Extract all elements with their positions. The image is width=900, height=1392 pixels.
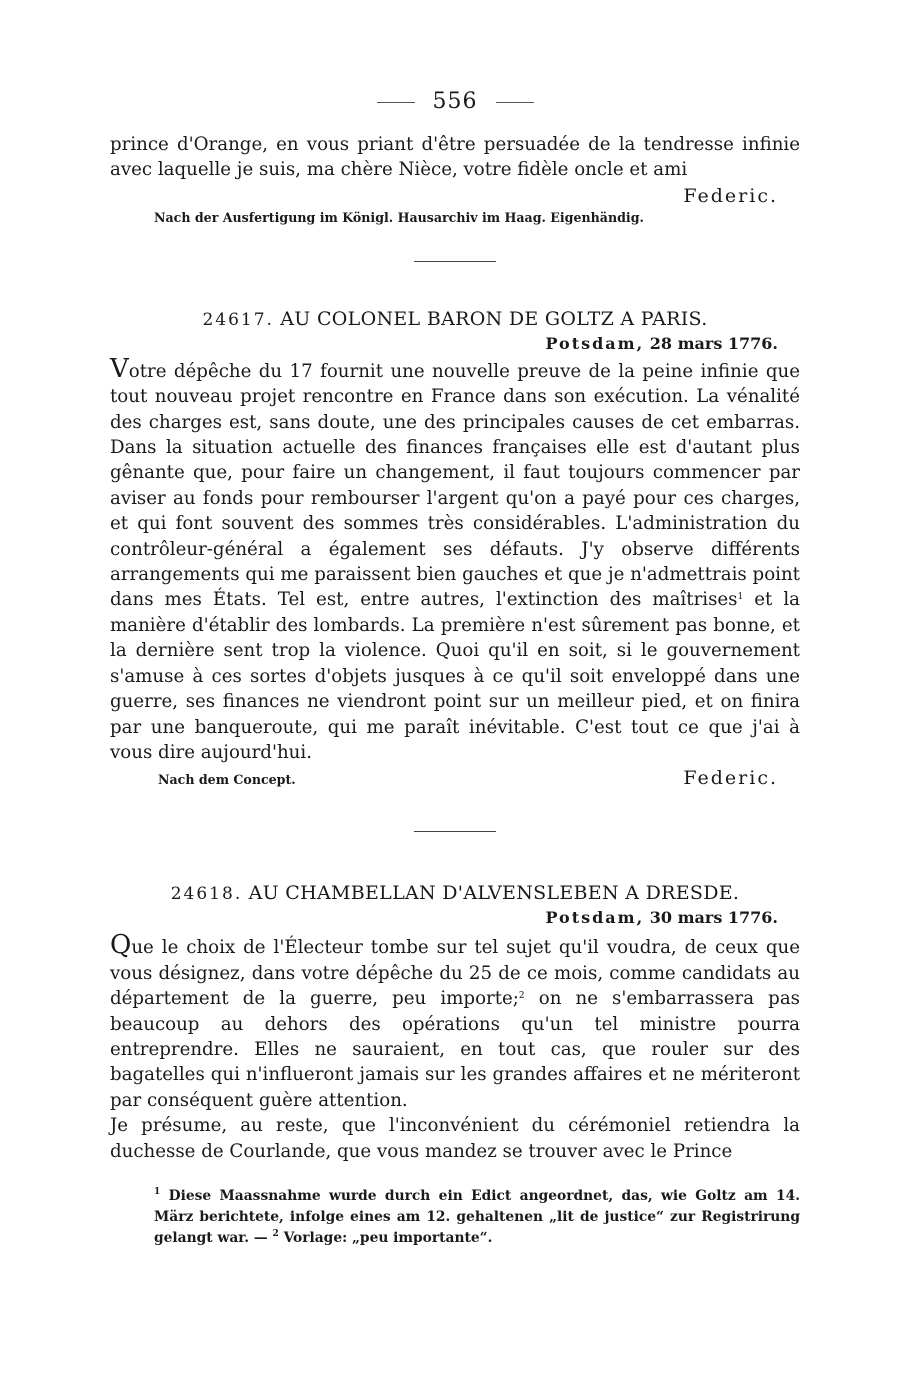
letter-number: 24617. bbox=[202, 309, 274, 330]
page-number: 556 bbox=[432, 89, 478, 114]
letter-date: 28 mars 1776. bbox=[649, 333, 778, 353]
carryover-signature: Federic. bbox=[683, 184, 778, 207]
drop-cap: V bbox=[110, 353, 129, 384]
letter-dateline bbox=[110, 333, 778, 355]
letter-date: 30 mars 1776. bbox=[649, 908, 778, 928]
letter-place: Potsdam, bbox=[545, 333, 645, 353]
drop-cap: Q bbox=[110, 930, 132, 961]
header-rule-left bbox=[377, 102, 415, 103]
letter-source-note: Nach dem Concept. bbox=[158, 772, 296, 788]
footnote-text: Diese Maassnahme wurde durch ein Edict angeordnet, das, wie Goltz am 14. März berichtete, infolge eines am 12. gehaltenen „lit de justice“ zur Registrirung gelangt war. — bbox=[154, 1187, 800, 1246]
section-divider bbox=[414, 831, 496, 832]
footnote-marker: 1 bbox=[154, 1186, 161, 1197]
footnotes bbox=[110, 1186, 800, 1249]
letter-signature: Federic. bbox=[683, 767, 778, 790]
header-rule-right bbox=[496, 102, 534, 103]
letter-place: Potsdam, bbox=[545, 908, 645, 928]
letter-body bbox=[110, 353, 800, 766]
letter-addressee: AU CHAMBELLAN D'ALVENSLEBEN A DRESDE. bbox=[248, 882, 740, 905]
letter-heading bbox=[110, 306, 800, 333]
page-header bbox=[110, 88, 800, 118]
footnote-marker: 2 bbox=[272, 1228, 279, 1239]
letter-dateline bbox=[110, 907, 778, 929]
paragraph-text: otre dépêche du 17 fournit une nouvelle preuve de la peine infinie que tout nouveau projet rencontre en France dans son exécution. La vénalité des charges est, sans doute, une des principales causes de cet embarras. Dans la situation actuelle des finances françaises elle est d'autant plus gênante que, pour faire un changement, il faut toujours commencer par aviser au fonds pour rembourser l'argent qu'on a payé pour ces charges, et qui font souvent des sommes très considérables. L'administration du contrôleur-général a également ses défauts. J'y observe différents arrangements qui me paraissent bien gauches et que je n'admettrais point dans mes États. Tel est, entre autres, l'extinction des maîtrises bbox=[110, 360, 800, 611]
letter-24618 bbox=[110, 880, 800, 1164]
footnote bbox=[110, 1186, 800, 1249]
section-divider bbox=[414, 261, 496, 262]
letter-addressee: AU COLONEL BARON DE GOLTZ A PARIS. bbox=[280, 307, 708, 330]
footnote-text: Vorlage: „peu importante“. bbox=[283, 1229, 493, 1246]
carryover-text bbox=[110, 132, 800, 183]
document-page bbox=[110, 88, 800, 1249]
letter-heading bbox=[110, 880, 800, 907]
footnote-marker: 1 bbox=[737, 592, 744, 603]
carryover-line: prince d'Orange, en vous priant d'être persuadée de la tendresse infinie bbox=[110, 134, 800, 155]
letter-closing bbox=[110, 765, 800, 791]
letter-paragraph: Je présume, au reste, que l'inconvénient du cérémoniel retiendra la duchesse de Courlande, que vous mandez se trouver avec le Prince bbox=[110, 1115, 800, 1162]
letter-body bbox=[110, 930, 800, 1164]
paragraph-text: ue le choix de l'Électeur tombe sur tel sujet qu'il voudra, de ceux que vous désignez, dans votre dépêche du 25 de ce mois, comme candidats au département de la guerre, peu importe; bbox=[110, 937, 800, 1010]
paragraph-text: on ne s'embarrassera pas beaucoup au dehors des opérations qu'un tel ministre pourra entreprendre. Elles ne sauraient, en tout cas, que rouler sur des bagatelles qui n'influeront jamais sur les grandes affaires et ne mériteront par conséquent guère attention. bbox=[110, 988, 800, 1111]
footnote-marker: 2 bbox=[518, 991, 525, 1002]
carryover-line: avec laquelle je suis, ma chère Nièce, votre fidèle oncle et ami bbox=[110, 159, 688, 181]
letter-paragraph bbox=[110, 930, 800, 1113]
carryover-source-note: Nach der Ausfertigung im Königl. Hausarchiv im Haag. Eigenhändig. bbox=[154, 209, 644, 225]
letter-number: 24618. bbox=[170, 884, 243, 905]
paragraph-text: et la manière d'établir des lombards. La première n'est sûrement pas bonne, et la dernière sent trop la violence. Quoi qu'il en soit, si le gouvernement s'amuse à ces sortes d'objets jusques à ce qu'il soit enveloppé dans une guerre, ses finances ne viendront point sur un meilleur pied, et on finira par une banqueroute, qui me paraît inévitable. C'est tout ce que j'ai à vous dire aujourd'hui. bbox=[110, 589, 800, 763]
letter-paragraph bbox=[110, 353, 800, 766]
letter-24617 bbox=[110, 306, 800, 792]
